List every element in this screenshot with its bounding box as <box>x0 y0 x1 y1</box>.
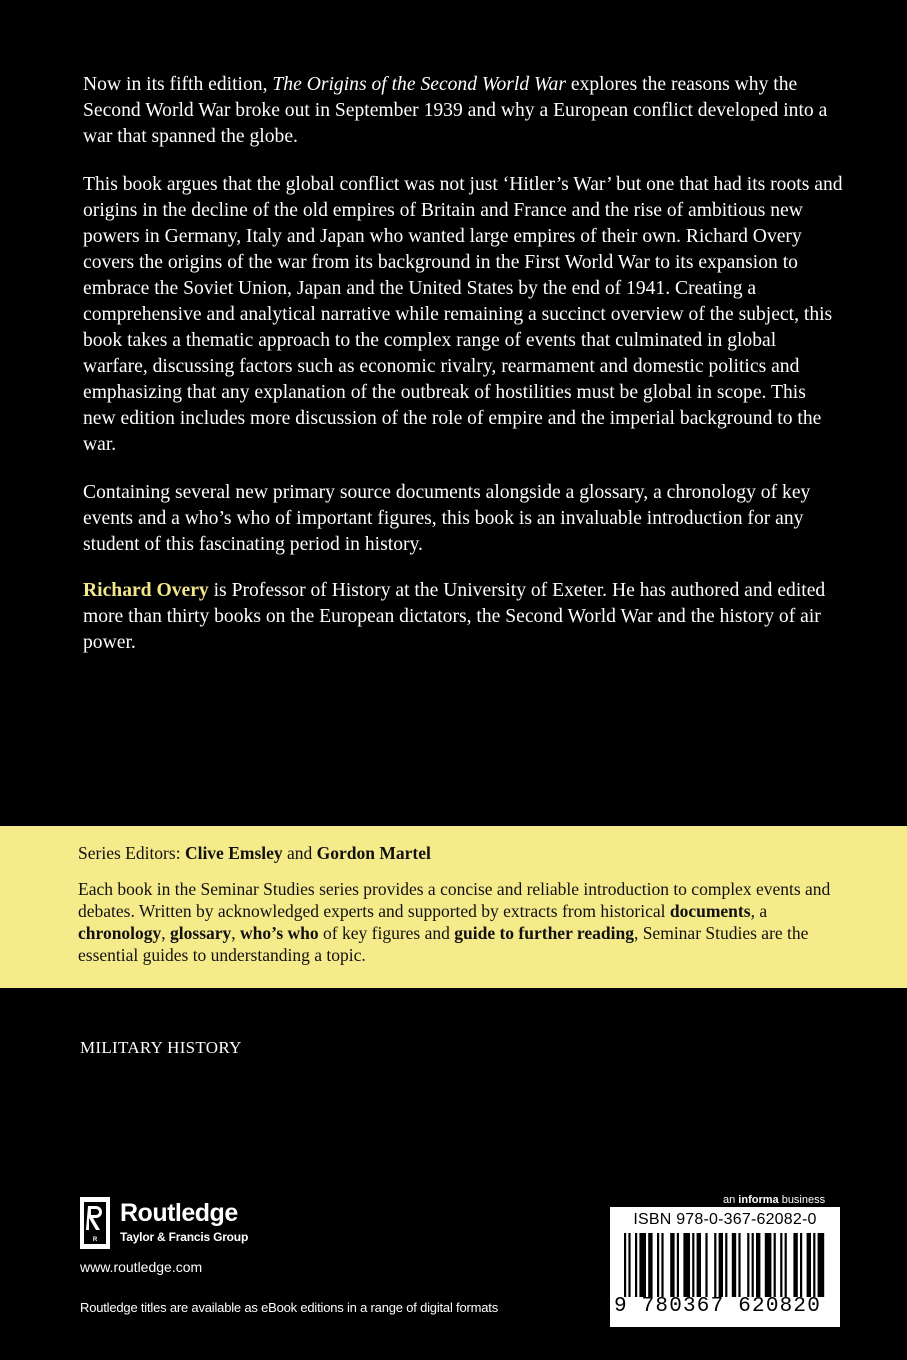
barcode-bar <box>677 1233 679 1297</box>
barcode-bar <box>661 1233 663 1297</box>
barcode-bar <box>756 1233 760 1297</box>
barcode-bar <box>732 1233 736 1297</box>
barcode-bar <box>719 1233 723 1297</box>
barcode-digits: 9 780367 620820 <box>614 1295 822 1318</box>
barcode-bar <box>752 1233 754 1297</box>
author-bio-text: is Professor of History at the University of Exeter. He has authored and edited more than thirty books on the European dictators, the Second World War and the history of air power. <box>83 580 826 653</box>
publisher-name: Routledge <box>120 1199 238 1227</box>
barcode-bar <box>813 1233 815 1297</box>
blurb-paragraph-2: This book argues that the global conflict was not just ‘Hitler’s War’ but one that had its roots and origins in the decline of the old empires of Britain and France and the rise of ambitious new powers in Germany, Italy and Japan who wanted large empires of their own. Richard Overy covers the origins of the war from its background in the First World War to its expansion to embrace the Soviet Union, Japan and the United States by the end of 1941. Creating a comprehensive and analytical narrative while remaining a succinct overview of the subject, this book takes a thematic approach to the complex range of events that culminated in global warfare, discussing factors such as economic rivalry, rearmament and domestic politics and emphasizing that any explanation of the outbreak of hostilities must be global in scope. This new edition includes more discussion of the role of empire and the imperial background to the war. <box>83 174 843 455</box>
svg-text:R: R <box>92 1237 98 1243</box>
series-desc-bold: documents <box>669 901 751 921</box>
barcode-bar <box>683 1233 690 1297</box>
publisher-group: Taylor & Francis Group <box>120 1230 249 1244</box>
ebook-note: Routledge titles are available as eBook editions in a range of digital formats <box>80 1300 498 1315</box>
barcode-bar <box>738 1233 740 1297</box>
series-editors-label: Series Editors: <box>78 843 185 863</box>
isbn-barcode-box <box>610 1207 840 1327</box>
barcode-bar <box>657 1233 659 1297</box>
series-desc-text: , a <box>750 901 768 921</box>
series-desc-text: Each book in the Seminar Studies series provides a concise and reliable introduction to complex events and debates. Written by acknowledged experts and supported by extracts from historical <box>78 879 831 921</box>
series-desc-text: , Seminar Studies are the essential guides to understanding a topic. <box>78 923 809 965</box>
author-name: Richard Overy <box>83 580 209 601</box>
barcode-bar <box>670 1233 674 1297</box>
series-info-band <box>0 826 907 988</box>
publisher-logo <box>80 1197 280 1249</box>
barcode-bar <box>648 1233 652 1297</box>
barcode-bar <box>747 1233 749 1297</box>
barcode-bar <box>785 1233 787 1297</box>
series-desc-text: , <box>161 923 171 943</box>
informa-post: business <box>778 1194 826 1206</box>
barcode-bar <box>818 1233 825 1297</box>
barcode-bar <box>705 1233 707 1297</box>
series-description <box>78 878 838 966</box>
blurb-paragraph-1 <box>83 72 843 150</box>
barcode-bar <box>624 1233 626 1297</box>
barcode-bar <box>714 1233 716 1297</box>
barcode-bar <box>692 1233 694 1297</box>
isbn-label: ISBN 978-0-367-62082-0 <box>633 1211 817 1228</box>
barcode-icon <box>624 1233 826 1297</box>
series-desc-bold: chronology <box>78 923 162 943</box>
informa-bold: informa <box>738 1194 779 1206</box>
blurb-intro-rest: explores the reasons why the Second World War broke out in September 1939 and why a European conflict developed into a war that spanned the globe. <box>83 74 828 147</box>
barcode-bar <box>774 1233 776 1297</box>
series-editors <box>78 842 431 864</box>
author-bio <box>83 578 843 656</box>
barcode-bar <box>765 1233 772 1297</box>
series-desc-text: of key figures and <box>318 923 455 943</box>
series-editor-1: Clive Emsley <box>184 843 283 863</box>
informa-business-tag <box>723 1194 825 1206</box>
barcode-bar <box>635 1233 637 1297</box>
barcode-bar <box>639 1233 646 1297</box>
subject-category: MILITARY HISTORY <box>80 1038 242 1057</box>
series-desc-bold: guide to further reading <box>454 923 634 943</box>
series-desc-text: , <box>231 923 241 943</box>
barcode-bar <box>780 1233 782 1297</box>
series-editors-and: and <box>282 843 317 863</box>
publisher-website[interactable]: www.routledge.com <box>80 1259 203 1275</box>
blurb-paragraph-3: Containing several new primary source documents alongside a glossary, a chronology of key events and a who’s who of important figures, this book is an invaluable introduction for any student of this fascinating period in history. <box>83 482 811 555</box>
routledge-r-logo-icon <box>80 1197 110 1249</box>
barcode-bar <box>807 1233 811 1297</box>
informa-pre: an <box>723 1194 739 1206</box>
barcode-bar <box>628 1233 630 1297</box>
series-desc-bold: who’s who <box>240 923 319 943</box>
back-cover-blurb <box>83 72 843 678</box>
barcode-bar <box>793 1233 797 1297</box>
barcode-bar <box>800 1233 802 1297</box>
series-editor-2: Gordon Martel <box>316 843 431 863</box>
barcode-bar <box>697 1233 701 1297</box>
series-desc-bold: glossary <box>170 923 232 943</box>
barcode-bar <box>725 1233 727 1297</box>
blurb-intro-text: Now in its fifth edition, <box>83 74 273 95</box>
book-title: The Origins of the Second World War <box>272 74 566 95</box>
